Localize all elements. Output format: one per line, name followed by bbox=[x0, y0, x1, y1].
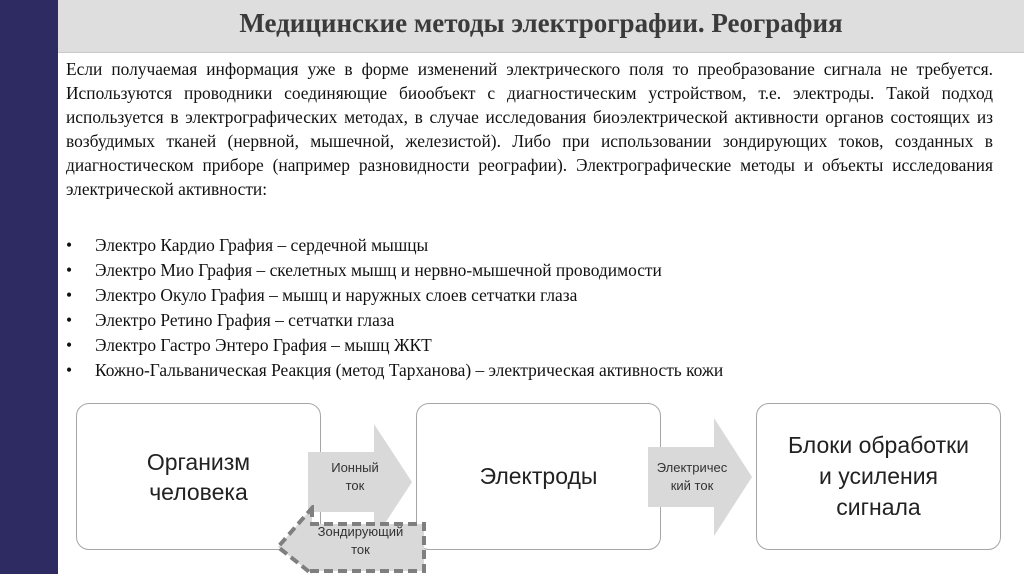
electric-current-label-line: Электричес bbox=[656, 460, 728, 475]
bullet-icon: • bbox=[66, 235, 73, 255]
list-item bbox=[66, 233, 996, 258]
probe-current-label-line: ток bbox=[351, 542, 370, 557]
intro-paragraph: Если получаемая информация уже в форме изменений электрического поля то преобразование сигнала не требуется. Используются проводники соединяющие биообъект с диагностическим устройством, т.е. электроды. Такой подход используется в электрографических методах, в случае исследования биоэлектрической активности органов состоящих из возбудимых тканей (нервной, мышечной, железистой). Либо при использовании зондирующих токов, созданных в диагностическом приборе (например разновидности реографии). Электрографические методы и объекты исследования электрической активности: bbox=[66, 59, 993, 199]
organism-box-line: Организм bbox=[146, 448, 251, 475]
bullet-icon: • bbox=[66, 285, 73, 305]
organism-box-line: человека bbox=[149, 478, 248, 505]
list-item bbox=[66, 308, 996, 333]
list-item bbox=[66, 258, 996, 283]
electrodes-box bbox=[416, 403, 661, 550]
bullet-icon: • bbox=[66, 360, 73, 380]
list-item-text: Электро Гастро Энтеро Графия – мышц ЖКТ bbox=[95, 335, 432, 355]
bullet-icon: • bbox=[66, 335, 73, 355]
processing-box-line: и усиления bbox=[818, 463, 939, 489]
list-item-text: Электро Мио Графия – скелетных мышц и нервно-мышечной проводимости bbox=[95, 260, 662, 280]
title-bar bbox=[58, 0, 1024, 53]
list-item bbox=[66, 283, 996, 308]
ion-current-label-line: ток bbox=[345, 478, 365, 493]
electric-current-label bbox=[646, 459, 738, 495]
bullet-icon: • bbox=[66, 260, 73, 280]
processing-box-line: Блоки обработки bbox=[787, 432, 970, 458]
list-item-text: Электро Ретино Графия – сетчатки глаза bbox=[95, 310, 395, 330]
processing-blocks-box bbox=[756, 403, 1001, 550]
list-item-text: Электро Окуло Графия – мышц и наружных слоев сетчатки глаза bbox=[95, 285, 578, 305]
list-item bbox=[66, 333, 996, 358]
sidebar-accent-bar bbox=[0, 0, 58, 574]
list-item-text: Электро Кардио Графия – сердечной мышцы bbox=[95, 235, 429, 255]
ion-current-label-line: Ионный bbox=[331, 460, 379, 475]
bullet-icon: • bbox=[66, 310, 73, 330]
processing-box-line: сигнала bbox=[836, 494, 921, 520]
slide-title: Медицинские методы электрографии. Реография bbox=[239, 8, 843, 38]
methods-list bbox=[66, 233, 996, 383]
list-item bbox=[66, 358, 996, 383]
electrodes-box-text: Электроды bbox=[479, 463, 598, 489]
list-item-text: Кожно-Гальваническая Реакция (метод Тарханова) – электрическая активность кожи bbox=[95, 360, 724, 380]
ion-current-label bbox=[316, 459, 394, 495]
probe-current-label bbox=[303, 523, 418, 559]
probe-current-label-line: Зондирующий bbox=[317, 524, 404, 539]
electric-current-label-line: кий ток bbox=[670, 478, 714, 493]
